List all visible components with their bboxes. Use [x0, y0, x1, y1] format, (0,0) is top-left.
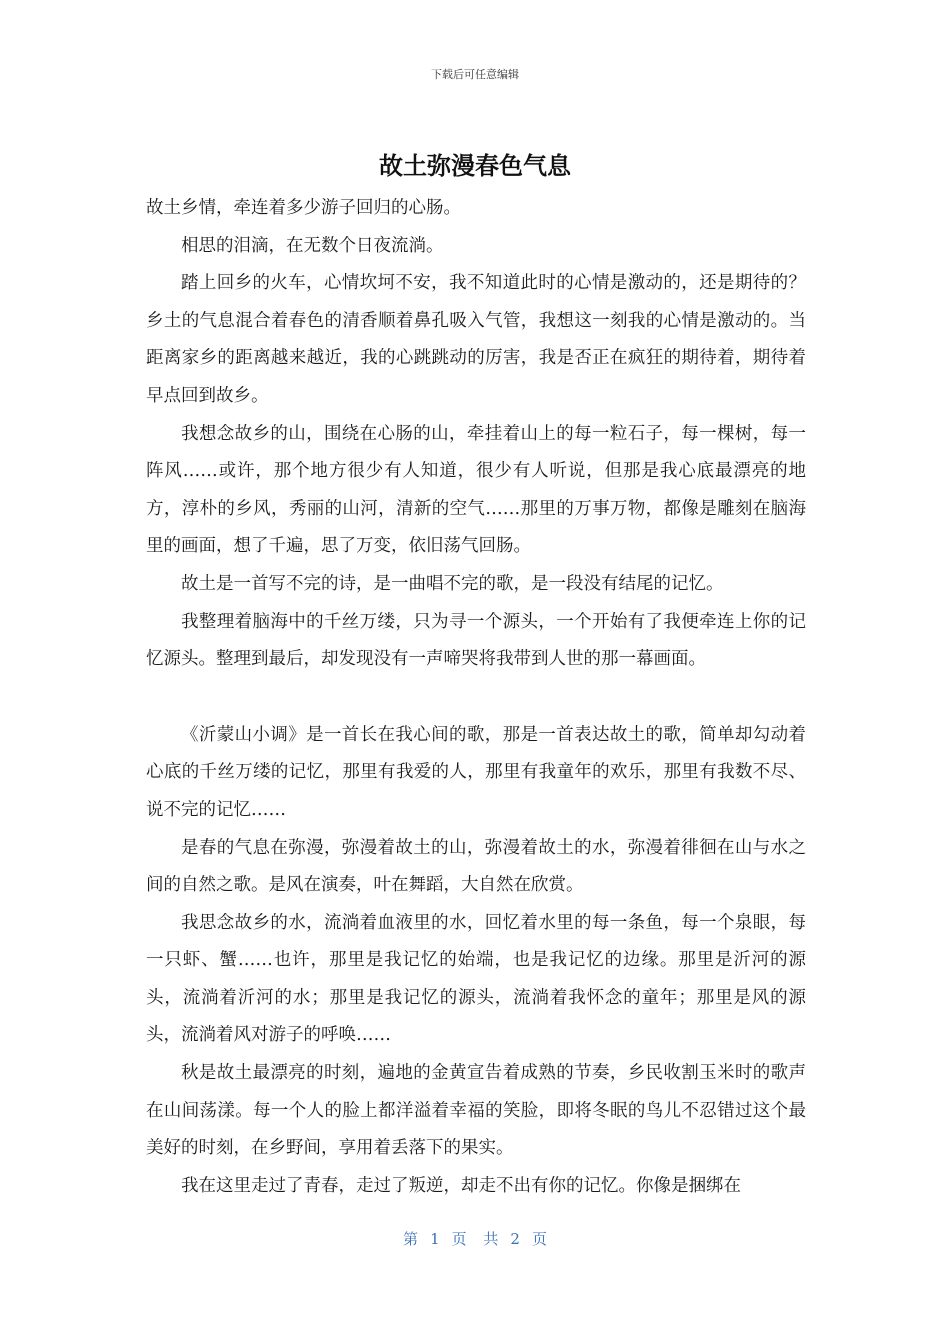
footer-suffix: 页 [531, 1230, 547, 1248]
page-footer [0, 1228, 950, 1249]
paragraph: 故土乡情，牵连着多少游子回归的心肠。 [146, 198, 461, 218]
paragraph: 故土是一首写不完的诗，是一曲唱不完的歌，是一段没有结尾的记忆。 [181, 573, 724, 594]
paragraph: 我整理着脑海中的千丝万缕，只为寻一个源头，一个开始有了我便牵连上你的记忆源头。整理到最后，却发现没有一声啼哭将我带到人世的那一幕画面。 [146, 611, 806, 670]
paragraph: 我想念故乡的山，围绕在心肠的山，牵挂着山上的每一粒石子，每一棵树，每一阵风……或许，那个地方很少有人知道，很少有人听说，但那是我心底最漂亮的地方，淳朴的乡风，秀丽的山河，清新的空气……那里的万事万物，都像是雕刻在脑海里的画面，想了千遍，思了万变，依旧荡气回肠。 [146, 423, 806, 557]
paragraph: 相思的泪滴，在无数个日夜流淌。 [181, 235, 444, 256]
paragraph: 我在这里走过了青春，走过了叛逆，却走不出有你的记忆。你像是捆绑在 [181, 1175, 741, 1196]
paragraph: 是春的气息在弥漫，弥漫着故土的山，弥漫着故土的水，弥漫着徘徊在山与水之间的自然之歌。是风在演奏，叶在舞蹈，大自然在欣赏。 [146, 837, 806, 896]
paragraph: 我思念故乡的水，流淌着血液里的水，回忆着水里的每一条鱼，每一个泉眼，每一只虾、蟹……也许，那里是我记忆的始端，也是我记忆的边缘。那里是沂河的源头，流淌着沂河的水；那里是我记忆的源头，流淌着我怀念的童年；那里是风的源头，流淌着风对游子的呼唤…… [146, 912, 806, 1046]
footer-prefix: 第 [403, 1230, 419, 1248]
document-body [146, 190, 806, 1205]
page-header: 下载后可任意编辑 [431, 68, 519, 81]
document-title: 故土弥漫春色气息 [379, 152, 571, 180]
footer-middle: 页 共 [451, 1230, 499, 1248]
page-number: 1 [430, 1230, 440, 1248]
paragraph: 《沂蒙山小调》是一首长在我心间的歌，那是一首表达故土的歌，简单却勾动着心底的千丝万缕的记忆，那里有我爱的人，那里有我童年的欢乐，那里有我数不尽、说不完的记忆…… [146, 724, 806, 820]
paragraph: 秋是故土最漂亮的时刻，遍地的金黄宣告着成熟的节奏，乡民收割玉米时的歌声在山间荡漾。每一个人的脸上都洋溢着幸福的笑脸，即将冬眠的鸟儿不忍错过这个最美好的时刻，在乡野间，享用着丢落下的果实。 [146, 1063, 806, 1159]
page-total: 2 [510, 1230, 520, 1248]
paragraph: 踏上回乡的火车，心情坎坷不安，我不知道此时的心情是激动的，还是期待的？乡土的气息混合着春色的清香顺着鼻孔吸入气管，我想这一刻我的心情是激动的。当距离家乡的距离越来越近，我的心跳跳动的厉害，我是否正在疯狂的期待着，期待着早点回到故乡。 [146, 273, 806, 406]
